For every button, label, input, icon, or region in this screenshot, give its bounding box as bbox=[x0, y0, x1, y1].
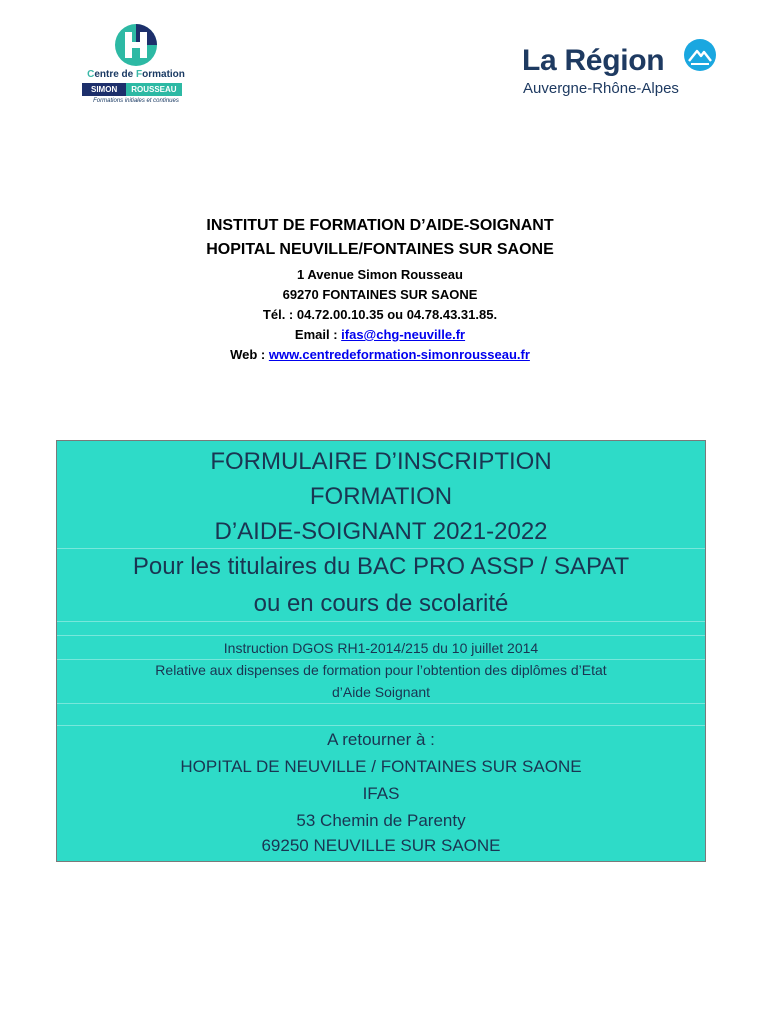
return-line-1: A retourner à : bbox=[327, 730, 435, 749]
centre-formation-logo bbox=[80, 22, 192, 112]
email-label: Email : bbox=[294, 327, 342, 342]
row-divider bbox=[57, 725, 705, 726]
form-title-line-5: ou en cours de scolarité bbox=[253, 590, 509, 617]
institute-title: INSTITUT DE FORMATION D’AIDE-SOIGNANT bbox=[206, 217, 554, 234]
instruction-line-2: Relative aux dispenses de formation pour l’obtention des diplômes d’Etat bbox=[155, 662, 607, 678]
row-divider bbox=[57, 635, 705, 636]
address-line-2: 69270 FONTAINES SUR SAONE bbox=[282, 287, 478, 302]
row-divider bbox=[57, 703, 705, 704]
registration-form-box bbox=[56, 440, 706, 862]
centre-formation-h-icon bbox=[112, 22, 160, 68]
form-title-line-4: Pour les titulaires du BAC PRO ASSP / SAPAT bbox=[132, 553, 630, 580]
rousseau-label: ROUSSEAU bbox=[126, 83, 181, 96]
simon-rousseau-bar bbox=[82, 83, 182, 96]
form-title-line-3: D’AIDE-SOIGNANT 2021-2022 bbox=[214, 518, 548, 545]
return-line-3: IFAS bbox=[362, 784, 400, 803]
institute-header bbox=[60, 214, 700, 365]
web-line bbox=[60, 345, 700, 365]
return-line-4: 53 Chemin de Parenty bbox=[296, 811, 466, 830]
email-link[interactable]: ifas@chg-neuville.fr bbox=[341, 327, 466, 342]
instruction-line-1: Instruction DGOS RH1-2014/215 du 10 juillet 2014 bbox=[223, 640, 539, 656]
form-title-line-2: FORMATION bbox=[309, 483, 453, 510]
centre-formation-title: Centre de Formation bbox=[87, 69, 185, 80]
return-line-5: 69250 NEUVILLE SUR SAONE bbox=[261, 836, 501, 855]
phone-line: Tél. : 04.72.00.10.35 ou 04.78.43.31.85. bbox=[262, 307, 498, 322]
hospital-title: HOPITAL NEUVILLE/FONTAINES SUR SAONE bbox=[206, 241, 554, 258]
row-divider bbox=[57, 621, 705, 622]
web-label: Web : bbox=[230, 347, 269, 362]
region-title: La Région bbox=[522, 44, 665, 77]
email-line bbox=[60, 325, 700, 345]
instruction-line-3: d’Aide Soignant bbox=[331, 684, 431, 700]
region-logo bbox=[522, 38, 722, 104]
mountain-icon bbox=[683, 38, 717, 72]
return-line-2: HOPITAL DE NEUVILLE / FONTAINES SUR SAONE bbox=[180, 757, 582, 776]
address-line-1: 1 Avenue Simon Rousseau bbox=[297, 267, 463, 282]
centre-formation-subtitle: Formations initiales et continues bbox=[93, 98, 179, 104]
region-subtitle: Auvergne-Rhône-Alpes bbox=[523, 80, 679, 97]
web-link[interactable]: www.centredeformation-simonrousseau.fr bbox=[268, 347, 530, 362]
form-title-line-1: FORMULAIRE D’INSCRIPTION bbox=[210, 448, 552, 475]
simon-label: SIMON bbox=[82, 83, 126, 96]
